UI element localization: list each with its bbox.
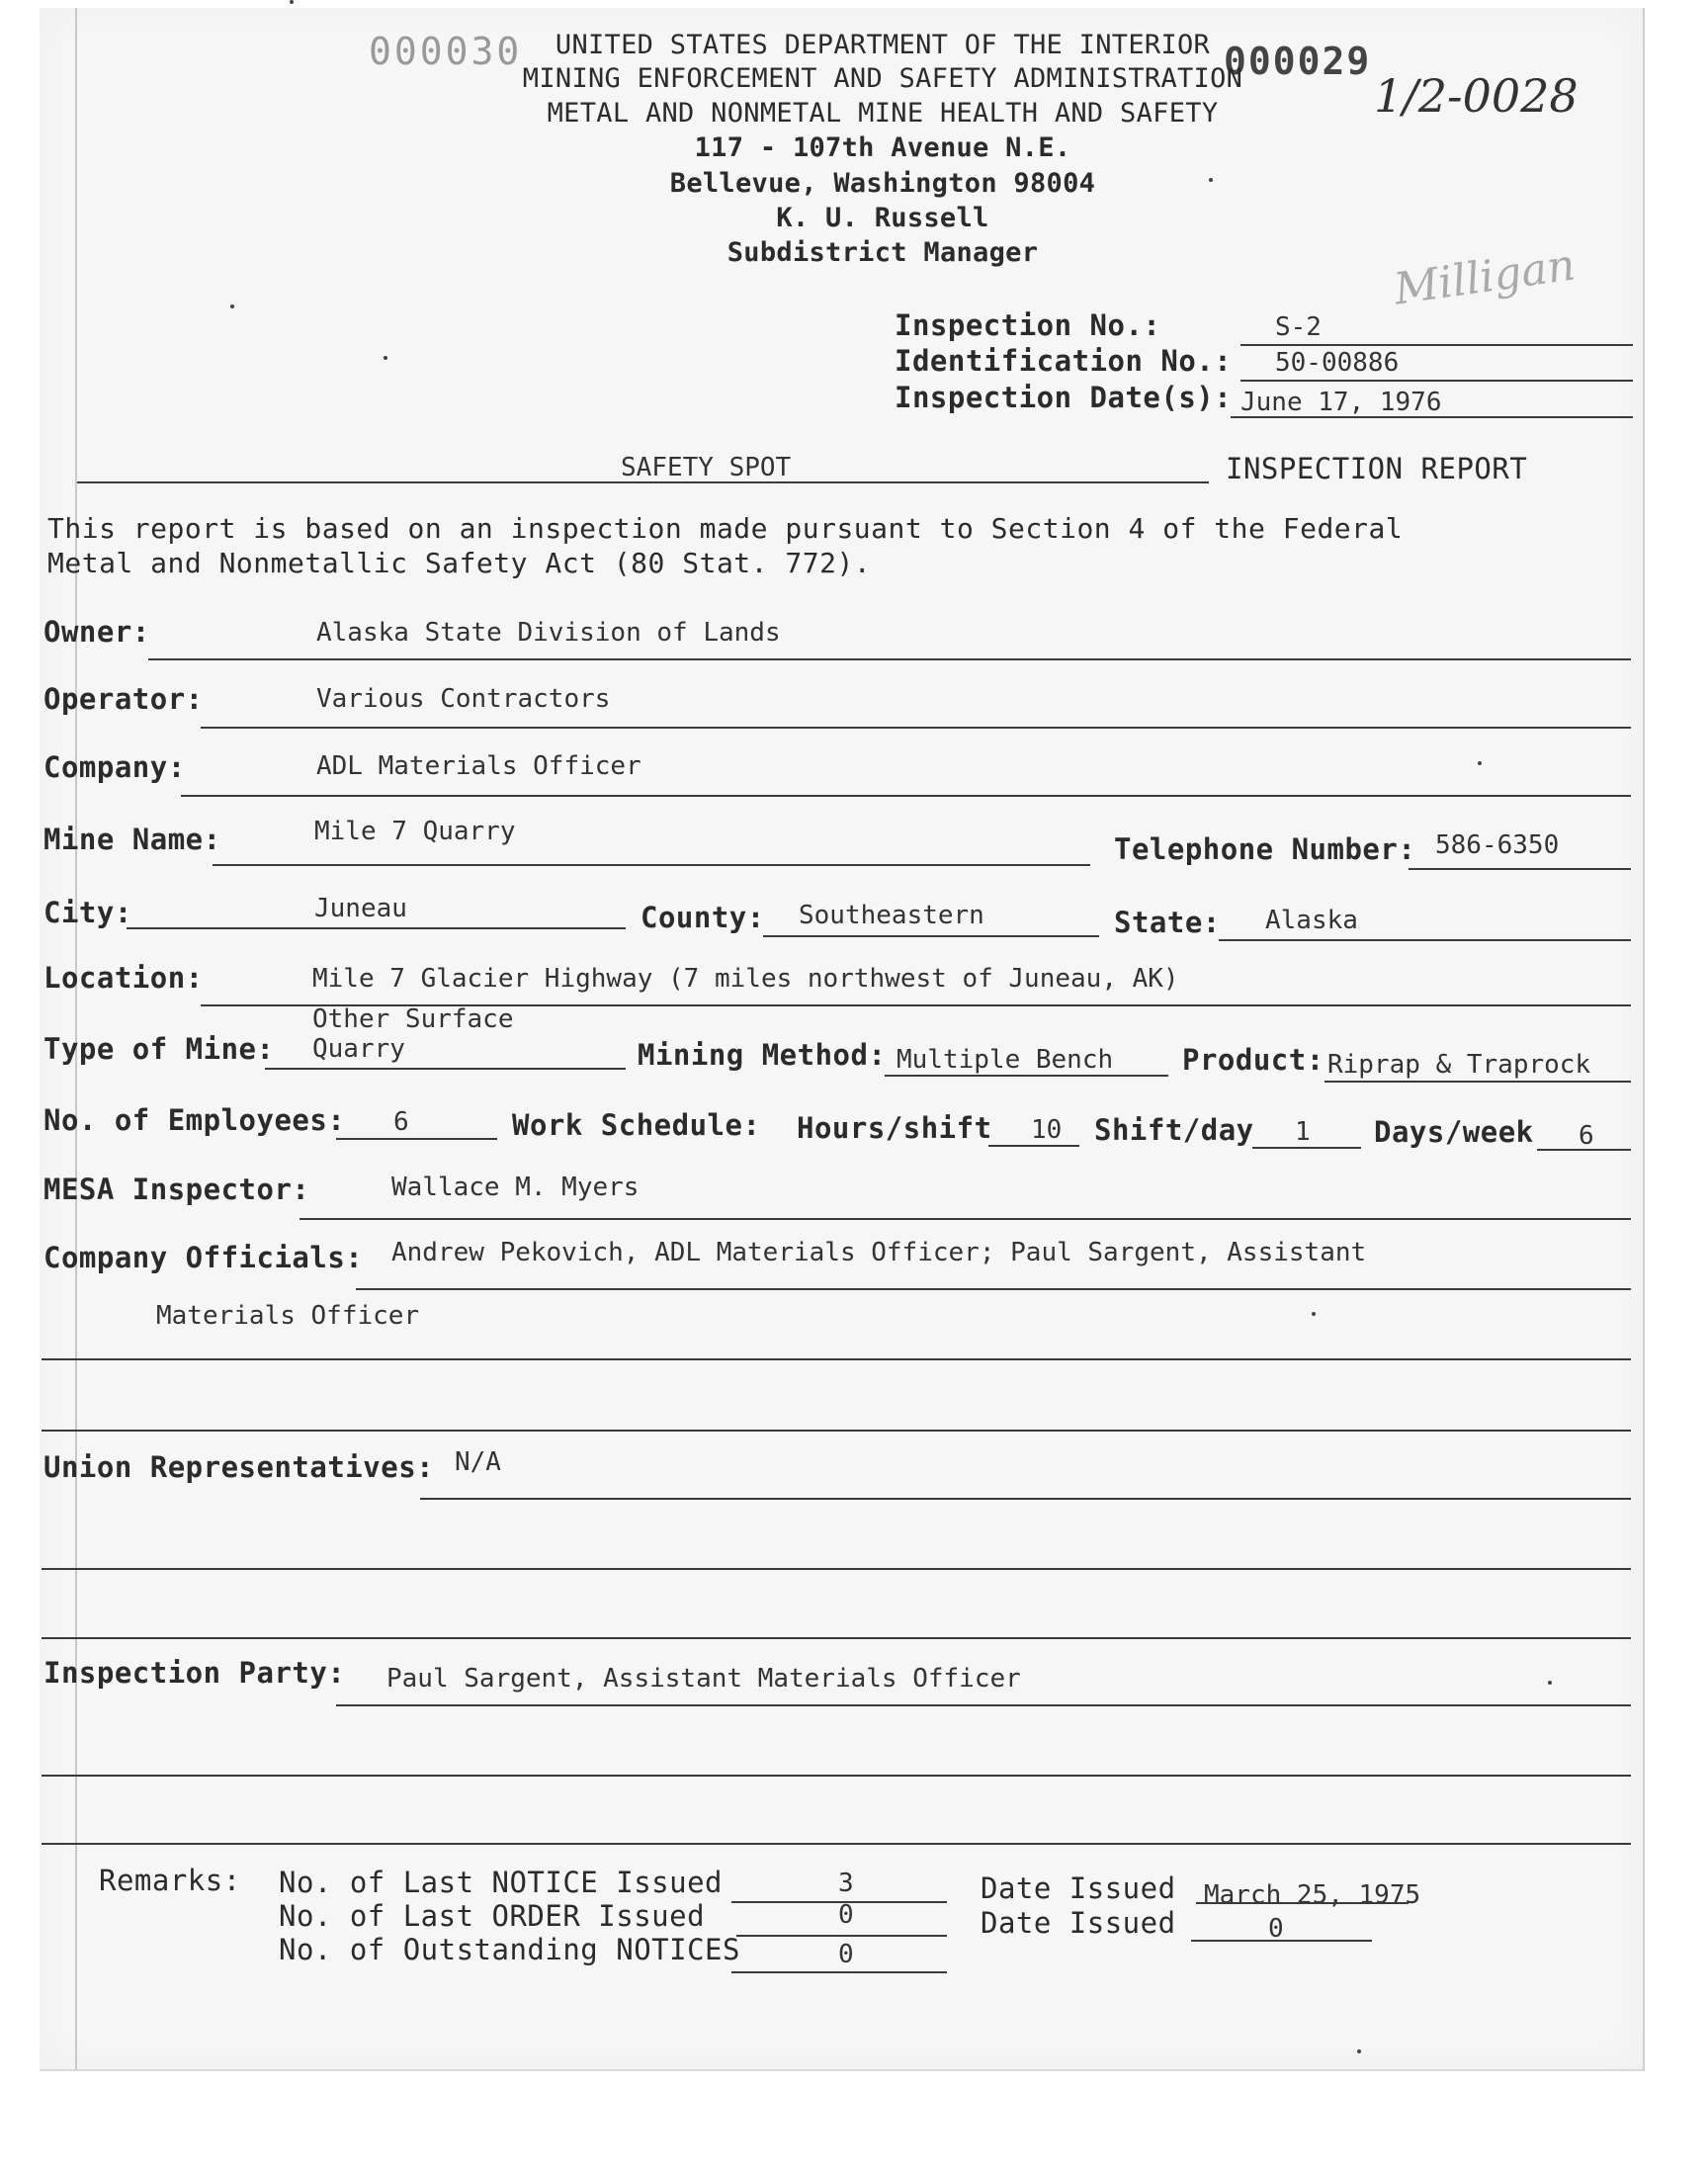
- county-label: County:: [640, 901, 765, 934]
- last-order-value: 0: [838, 1900, 854, 1930]
- order-date-issued-value: 0: [1268, 1914, 1284, 1944]
- last-notice-value: 3: [838, 1869, 854, 1898]
- rule: [42, 1775, 1631, 1777]
- remarks-label: Remarks:: [99, 1864, 241, 1897]
- last-order-label: No. of Last ORDER Issued: [279, 1899, 706, 1933]
- speck: [230, 304, 234, 308]
- rule: [763, 935, 1099, 937]
- mine-name-value: Mile 7 Quarry: [314, 817, 516, 846]
- intro-line-2: Metal and Nonmetallic Safety Act (80 Stat. 772).: [47, 547, 872, 579]
- speck: [1312, 1312, 1316, 1316]
- rule: [1196, 1902, 1409, 1904]
- shifts-per-day-value: 1: [1295, 1117, 1311, 1147]
- speck: [1357, 2049, 1361, 2053]
- shifts-per-day-label: Shift/day: [1094, 1113, 1254, 1147]
- rule: [148, 658, 1631, 660]
- mining-method-label: Mining Method:: [638, 1038, 887, 1072]
- telephone-label: Telephone Number:: [1114, 832, 1416, 866]
- rule: [265, 1068, 626, 1070]
- speck: [290, 0, 294, 4]
- header-line-1: UNITED STATES DEPARTMENT OF THE INTERIOR: [555, 30, 1211, 60]
- operator-value: Various Contractors: [316, 684, 611, 714]
- identification-no-value: 50-00886: [1275, 348, 1400, 378]
- rule: [1219, 939, 1631, 941]
- rule: [736, 1935, 947, 1937]
- days-per-week-label: Days/week: [1374, 1115, 1534, 1149]
- last-notice-label: No. of Last NOTICE Issued: [279, 1866, 723, 1899]
- employees-label: No. of Employees:: [43, 1103, 346, 1137]
- mine-type-line-1: Other Surface: [312, 1004, 514, 1034]
- operator-label: Operator:: [43, 682, 204, 716]
- telephone-value: 586-6350: [1435, 830, 1560, 860]
- header-line-2: MINING ENFORCEMENT AND SAFETY ADMINISTRATION: [522, 63, 1243, 94]
- inspection-date-value: June 17, 1976: [1240, 388, 1442, 417]
- rule: [42, 1637, 1631, 1639]
- union-representatives-label: Union Representatives:: [43, 1450, 435, 1484]
- faded-stamp: 000030: [369, 30, 523, 73]
- rule: [181, 795, 1631, 797]
- product-label: Product:: [1182, 1043, 1324, 1077]
- rule: [213, 864, 1090, 866]
- inspection-date-label: Inspection Date(s):: [895, 381, 1233, 414]
- location-value: Mile 7 Glacier Highway (7 miles northwest of Juneau, AK): [312, 964, 1179, 994]
- rule: [885, 1075, 1168, 1077]
- rule: [1240, 380, 1633, 382]
- city-label: City:: [43, 896, 132, 929]
- report-type: SAFETY SPOT: [621, 453, 792, 482]
- company-label: Company:: [43, 750, 186, 784]
- mesa-inspector-value: Wallace M. Myers: [391, 1173, 640, 1202]
- rule: [201, 727, 1631, 729]
- company-officials-line-1: Andrew Pekovich, ADL Materials Officer; Paul Sargent, Assistant: [391, 1238, 1367, 1267]
- speck: [1478, 761, 1482, 765]
- header-address-1: 117 - 107th Avenue N.E.: [694, 132, 1071, 163]
- days-per-week-value: 6: [1579, 1121, 1594, 1151]
- outstanding-notices-label: No. of Outstanding NOTICES: [279, 1933, 740, 1966]
- handwritten-number: 1/2-0028: [1374, 69, 1579, 123]
- state-value: Alaska: [1265, 906, 1358, 935]
- rule: [1537, 1149, 1631, 1151]
- header-manager-title: Subdistrict Manager: [726, 237, 1039, 268]
- header-line-3: METAL AND NONMETAL MINE HEALTH AND SAFETY: [547, 98, 1219, 129]
- mine-type-line-2: Quarry: [312, 1034, 405, 1064]
- rule: [1409, 868, 1631, 870]
- company-value: ADL Materials Officer: [316, 751, 641, 781]
- union-representatives-value: N/A: [455, 1447, 501, 1477]
- mine-type-label: Type of Mine:: [43, 1032, 275, 1066]
- rule: [336, 1138, 497, 1140]
- notice-date-issued-label: Date Issued: [981, 1871, 1176, 1905]
- document-number-stamp: 000029: [1224, 40, 1372, 83]
- rule: [42, 1430, 1631, 1432]
- rule: [356, 1288, 1631, 1290]
- product-value: Riprap & Traprock: [1327, 1050, 1591, 1080]
- county-value: Southeastern: [799, 901, 984, 930]
- report-title: INSPECTION REPORT: [1226, 452, 1528, 485]
- outstanding-notices-value: 0: [838, 1940, 854, 1969]
- intro-line-1: This report is based on an inspection made pursuant to Section 4 of the Federal: [47, 512, 1404, 545]
- rule: [988, 1145, 1079, 1147]
- header-address-2: Bellevue, Washington 98004: [669, 168, 1096, 199]
- identification-no-label: Identification No.:: [895, 344, 1233, 378]
- owner-label: Owner:: [43, 615, 150, 649]
- inspection-party-value: Paul Sargent, Assistant Materials Officer: [386, 1664, 1021, 1694]
- mine-name-label: Mine Name:: [43, 823, 221, 856]
- mesa-inspector-label: MESA Inspector:: [43, 1173, 310, 1206]
- notice-date-issued-value: March 25, 1975: [1204, 1880, 1421, 1910]
- rule: [1252, 1147, 1361, 1149]
- inspection-party-label: Inspection Party:: [43, 1656, 346, 1690]
- rule: [1231, 416, 1633, 418]
- rule: [420, 1498, 1631, 1500]
- rule: [1324, 1081, 1631, 1083]
- header-manager-name: K. U. Russell: [776, 203, 989, 233]
- mining-method-value: Multiple Bench: [897, 1045, 1114, 1075]
- handwritten-signature: Milligan: [1391, 239, 1579, 315]
- rule: [299, 1218, 1631, 1220]
- speck: [384, 356, 387, 360]
- hours-per-shift-label: Hours/shift: [797, 1111, 992, 1145]
- rule: [42, 1358, 1631, 1360]
- hours-per-shift-value: 10: [1031, 1115, 1063, 1145]
- company-officials-label: Company Officials:: [43, 1241, 364, 1274]
- company-officials-line-2: Materials Officer: [156, 1301, 420, 1331]
- work-schedule-label: Work Schedule:: [512, 1108, 761, 1142]
- state-label: State:: [1114, 906, 1221, 939]
- order-date-issued-label: Date Issued: [981, 1906, 1176, 1940]
- rule: [731, 1971, 947, 1973]
- rule: [42, 1843, 1631, 1845]
- owner-value: Alaska State Division of Lands: [316, 618, 781, 648]
- rule: [127, 927, 626, 929]
- rule: [1191, 1940, 1372, 1942]
- rule: [1240, 344, 1633, 346]
- city-value: Juneau: [314, 894, 407, 923]
- location-label: Location:: [43, 961, 204, 995]
- inspection-no-value: S-2: [1275, 312, 1322, 342]
- inspection-no-label: Inspection No.:: [895, 308, 1161, 342]
- rule: [336, 1704, 1631, 1706]
- employees-value: 6: [393, 1107, 409, 1137]
- rule: [42, 1568, 1631, 1570]
- speck: [1548, 1681, 1552, 1685]
